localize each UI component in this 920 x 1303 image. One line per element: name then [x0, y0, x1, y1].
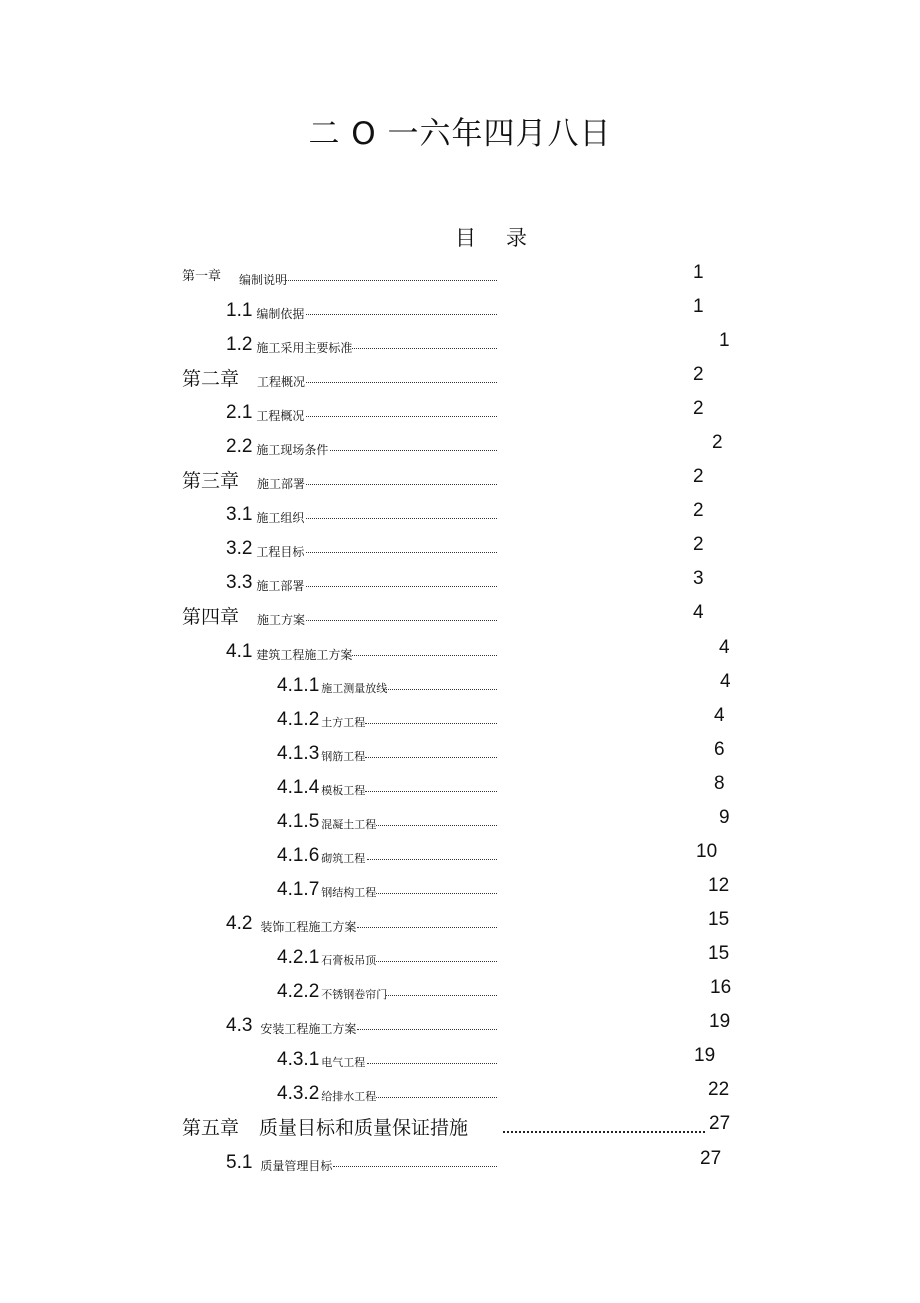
toc-leader — [367, 843, 497, 860]
toc-entry[interactable] — [277, 939, 376, 969]
toc-entry-number: 4.2 — [226, 913, 253, 934]
toc-entry-label: 钢筋工程 — [321, 750, 366, 763]
toc-entry-label: 施工部署 — [256, 579, 305, 593]
toc-entry[interactable] — [226, 292, 304, 322]
toc-entry-page: 9 — [719, 807, 730, 828]
toc-leader — [306, 570, 497, 587]
toc-entry[interactable] — [226, 564, 304, 594]
toc-entry-label: 建筑工程施工方案 — [256, 648, 353, 662]
toc-entry-number: 4.1 — [226, 641, 253, 662]
toc-entry[interactable] — [226, 428, 328, 458]
toc-entry-number: 5.1 — [226, 1152, 253, 1173]
toc-entry-number: 4.1.3 — [277, 743, 320, 764]
toc-entry-page: 2 — [693, 500, 704, 521]
toc-entry-page: 1 — [719, 330, 730, 351]
toc-leader — [352, 332, 497, 349]
toc-heading-char-1: 目 — [455, 226, 476, 250]
toc-entry-label: 施工方案 — [257, 613, 306, 627]
toc-entry[interactable] — [226, 496, 304, 526]
toc-entry-number: 3.3 — [226, 572, 253, 593]
toc-entry[interactable] — [277, 1041, 365, 1071]
toc-leader — [286, 264, 497, 281]
toc-entry-number: 第四章 — [182, 606, 240, 628]
toc-entry-label: 工程概况 — [257, 375, 306, 389]
toc-leader — [383, 673, 497, 690]
toc-leader — [306, 400, 497, 417]
toc-entry-number: 第一章 — [182, 269, 222, 284]
toc-entry[interactable] — [226, 905, 356, 935]
toc-entry-page: 2 — [693, 466, 704, 487]
toc-leader — [367, 1047, 497, 1064]
toc-entry-label: 施工部署 — [257, 477, 306, 491]
toc-entry-page: 8 — [714, 773, 725, 794]
toc-entry-label: 砌筑工程 — [321, 852, 366, 865]
toc-entry[interactable] — [182, 462, 305, 492]
toc-entry-page: 4 — [719, 637, 730, 658]
toc-entry-number: 4.3.2 — [277, 1083, 320, 1104]
toc-entry-page: 27 — [709, 1113, 731, 1134]
toc-entry-page: 4 — [693, 602, 704, 623]
toc-entry-page: 27 — [700, 1148, 722, 1169]
toc-entry-page: 16 — [710, 977, 732, 998]
toc-entry-label: 工程目标 — [256, 545, 305, 559]
toc-entry-page: 2 — [693, 364, 704, 385]
toc-entry-number: 4.2.2 — [277, 981, 320, 1002]
toc-entry-page: 2 — [712, 432, 723, 453]
toc-entry-label: 施工采用主要标准 — [256, 341, 353, 355]
toc-leader — [376, 1081, 497, 1098]
toc-entry-number: 4.1.1 — [277, 675, 320, 696]
toc-entry-number: 4.3 — [226, 1015, 253, 1036]
toc-entry[interactable] — [182, 360, 305, 390]
toc-entry-number: 4.1.7 — [277, 879, 320, 900]
toc-entry-page: 15 — [708, 909, 730, 930]
toc-leader — [306, 468, 497, 485]
toc-entry-label: 不锈钢卷帘门 — [321, 988, 388, 1001]
toc-entry[interactable] — [226, 326, 352, 356]
toc-entry-label: 编制说明 — [239, 273, 288, 287]
toc-leader — [376, 809, 497, 826]
toc-entry-label: 电气工程 — [321, 1056, 366, 1069]
toc-entry-label: 模板工程 — [321, 784, 366, 797]
toc-entry-number: 第二章 — [182, 368, 240, 390]
toc-entry-number: 1.1 — [226, 300, 253, 321]
toc-entry[interactable] — [277, 837, 365, 867]
toc-entry-number: 4.3.1 — [277, 1049, 320, 1070]
toc-entry-label: 施工测量放线 — [321, 682, 388, 695]
toc-entry-label: 编制依据 — [256, 307, 305, 321]
toc-entry-number: 4.1.6 — [277, 845, 320, 866]
toc-entry-label: 质量管理目标 — [260, 1159, 333, 1173]
toc-leader — [330, 434, 497, 451]
toc-entry[interactable] — [277, 871, 376, 901]
toc-entry[interactable] — [277, 667, 387, 697]
toc-leader — [365, 741, 497, 758]
toc-entry[interactable] — [226, 530, 304, 560]
toc-entry-page: 19 — [694, 1045, 716, 1066]
toc-entry[interactable] — [182, 598, 305, 628]
toc-entry-number: 3.2 — [226, 538, 253, 559]
toc-entry-label: 混凝土工程 — [321, 818, 377, 831]
toc-entry-page: 12 — [708, 875, 730, 896]
toc-leader — [306, 536, 497, 553]
toc-entry[interactable] — [277, 769, 365, 799]
toc-entry[interactable] — [226, 1144, 332, 1174]
toc-entry-number: 第五章 — [182, 1117, 240, 1139]
toc-entry-label: 施工组织 — [256, 511, 305, 525]
toc-entry-page: 6 — [714, 739, 725, 760]
toc-entry-number: 4.2.1 — [277, 947, 320, 968]
toc-entry-label: 钢结构工程 — [321, 886, 377, 899]
toc-entry-number: 2.1 — [226, 402, 253, 423]
toc-entry-number: 2.2 — [226, 436, 253, 457]
toc-entry[interactable] — [277, 735, 365, 765]
toc-leader — [365, 775, 497, 792]
toc-entry-page: 1 — [693, 262, 704, 283]
toc-entry[interactable] — [277, 973, 387, 1003]
toc-leader — [376, 945, 497, 962]
toc-entry[interactable] — [277, 1075, 376, 1105]
document-date: 二 O 一六年四月八日 — [308, 116, 612, 152]
toc-heading-char-2: 录 — [506, 226, 527, 250]
toc-entry-page: 10 — [696, 841, 718, 862]
toc-entry-page: 15 — [708, 943, 730, 964]
toc-entry-page: 19 — [709, 1011, 731, 1032]
toc-leader — [306, 604, 497, 621]
toc-entry[interactable] — [277, 701, 365, 731]
toc-entry-label: 质量目标和质量保证措施 — [259, 1117, 469, 1139]
toc-leader — [306, 502, 497, 519]
toc-entry-number: 第三章 — [182, 470, 240, 492]
toc-entry-label: 石膏板吊顶 — [321, 954, 377, 967]
toc-leader — [357, 1013, 497, 1030]
toc-leader — [306, 366, 497, 383]
toc-entry[interactable] — [226, 633, 352, 663]
toc-leader — [357, 911, 497, 928]
toc-entry-label: 施工现场条件 — [256, 443, 329, 457]
toc-entry-number: 4.1.5 — [277, 811, 320, 832]
toc-entry-number: 4.1.2 — [277, 709, 320, 730]
toc-entry-page: 4 — [720, 671, 731, 692]
toc-entry-page: 22 — [708, 1079, 730, 1100]
toc-leader — [306, 298, 497, 315]
toc-entry-label: 安装工程施工方案 — [260, 1022, 357, 1036]
toc-entry[interactable] — [226, 394, 304, 424]
toc-entry[interactable] — [226, 1007, 356, 1037]
toc-entry-label: 装饰工程施工方案 — [260, 920, 357, 934]
toc-entry-label: 工程概况 — [256, 409, 305, 423]
toc-entry[interactable] — [182, 258, 287, 288]
toc-entry-label: 给排水工程 — [321, 1090, 377, 1103]
toc-leader — [386, 979, 497, 996]
toc-entry-page: 1 — [693, 296, 704, 317]
toc-leader — [365, 707, 497, 724]
toc-entry-page: 3 — [693, 568, 704, 589]
toc-entry[interactable] — [277, 803, 376, 833]
toc-entry-page: 2 — [693, 398, 704, 419]
toc-heading — [455, 222, 557, 252]
toc-entry[interactable] — [182, 1109, 468, 1139]
toc-entry-number: 1.2 — [226, 334, 253, 355]
toc-entry-label: 土方工程 — [321, 716, 366, 729]
toc-leader — [333, 1150, 497, 1167]
toc-leader — [352, 639, 497, 656]
toc-entry-page: 2 — [693, 534, 704, 555]
toc-entry-number: 4.1.4 — [277, 777, 320, 798]
toc-entry-number: 3.1 — [226, 504, 253, 525]
toc-leader — [376, 877, 497, 894]
toc-entry-page: 4 — [714, 705, 725, 726]
toc-leader — [503, 1115, 705, 1133]
